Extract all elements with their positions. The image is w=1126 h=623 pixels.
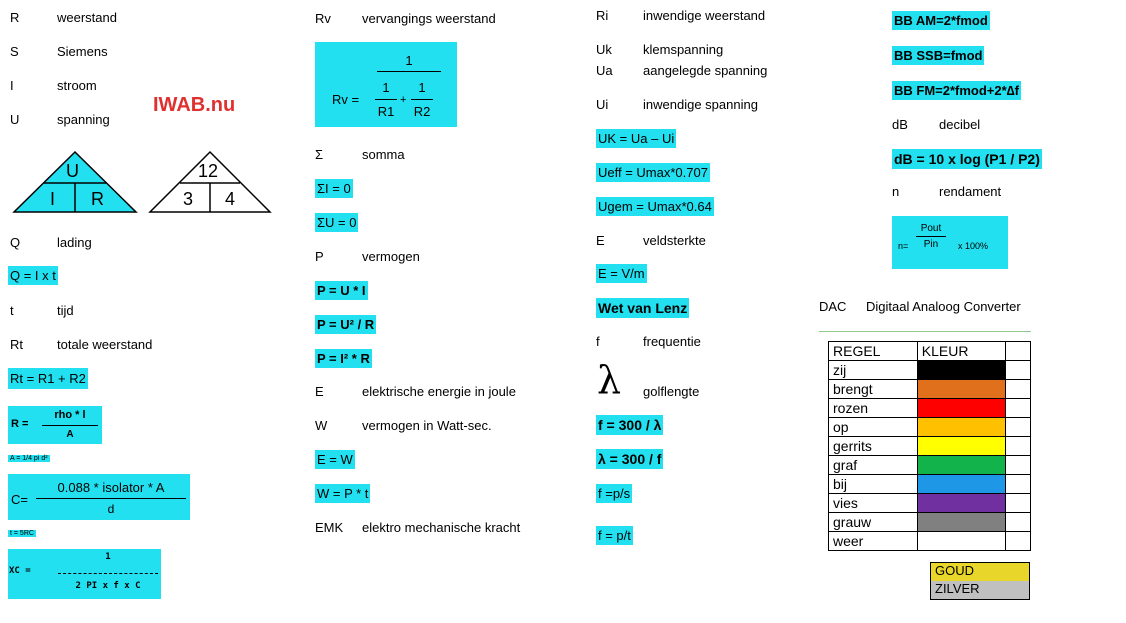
table-cell <box>1006 475 1031 494</box>
reactance-formula <box>8 549 161 599</box>
triangle-right-label: R <box>91 189 104 209</box>
table-header: KLEUR <box>917 342 1006 361</box>
fraction-bar <box>42 425 98 426</box>
average-voltage-equation: Ugem = Umax*0.64 <box>598 199 712 214</box>
field-strength-equation: E = V/m <box>598 266 645 281</box>
power-formula-ui: P = U * I <box>317 283 366 298</box>
charge-formula: Q = I x t <box>10 268 56 283</box>
tolerance-colors <box>930 562 1030 600</box>
formula-denominator: A <box>66 429 74 440</box>
term-description: veldsterkte <box>643 233 706 248</box>
fraction-bar <box>916 236 946 237</box>
term-symbol: Rv <box>315 11 331 26</box>
number-triangle <box>148 150 272 214</box>
formula-lhs: R = <box>11 418 29 430</box>
formula-denominator: d <box>107 502 115 516</box>
gold-swatch: GOUD <box>931 563 1029 581</box>
term-symbol: t <box>10 303 14 318</box>
term-description: tijd <box>57 303 74 318</box>
mnemonic-word: op <box>829 418 918 437</box>
color-swatch <box>917 513 1006 532</box>
color-swatch <box>917 475 1006 494</box>
table-cell <box>1006 361 1031 380</box>
total-resistance-formula: Rt = R1 + R2 <box>8 368 88 389</box>
color-swatch <box>917 418 1006 437</box>
kirchhoff-voltage: ΣU = 0 <box>317 215 357 230</box>
table-cell <box>1006 456 1031 475</box>
term-symbol: R <box>10 10 20 25</box>
term-symbol: Ui <box>596 97 609 112</box>
mnemonic-word: grauw <box>829 513 918 532</box>
sub-denominator: R1 <box>377 104 395 119</box>
term-symbol: f <box>596 334 600 349</box>
term-description: golflengte <box>643 384 700 399</box>
main-fraction-bar <box>377 71 441 72</box>
term-symbol: dB <box>892 117 908 132</box>
formula-numerator: rho * l <box>54 409 86 421</box>
term-description: spanning <box>57 112 110 127</box>
term-symbol: n <box>892 184 900 199</box>
term-symbol: E <box>315 384 324 399</box>
mnemonic-word: weer <box>829 532 918 551</box>
table-header: REGEL <box>829 342 918 361</box>
mnemonic-word: graf <box>829 456 918 475</box>
mnemonic-word: rozen <box>829 399 918 418</box>
lambda-symbol: λ <box>597 358 622 402</box>
triangle-left-label: I <box>50 189 56 209</box>
frequency-equation: f = 300 / λ <box>598 417 662 433</box>
efficiency-formula <box>892 216 1008 269</box>
term-symbol: I <box>10 78 14 93</box>
formula-lhs: XC = <box>9 566 31 576</box>
term-description: decibel <box>939 117 981 132</box>
term-symbol: S <box>10 44 19 59</box>
color-swatch <box>917 494 1006 513</box>
silver-swatch: ZILVER <box>931 581 1029 599</box>
color-code-table-wrap <box>828 341 1031 562</box>
fraction-bar <box>58 573 158 574</box>
table-cell <box>1006 532 1031 551</box>
terminal-voltage-equation: UK = Ua – Ui <box>598 131 675 146</box>
color-code-table <box>828 341 1031 551</box>
table-cell <box>1006 418 1031 437</box>
color-swatch <box>917 456 1006 475</box>
term-symbol: U <box>10 112 20 127</box>
formula-lhs: C= <box>11 492 28 507</box>
term-description: vermogen <box>362 249 420 264</box>
term-description: aangelegde spanning <box>643 63 768 78</box>
term-symbol: Rt <box>10 337 23 352</box>
sub-denominator: R2 <box>413 104 431 119</box>
term-symbol: EMK <box>315 520 344 535</box>
uir-triangle <box>12 150 138 214</box>
term-description: vermogen in Watt-sec. <box>362 418 492 433</box>
triangle-right-label: 4 <box>225 189 236 209</box>
term-description: weerstand <box>57 10 117 25</box>
bandwidth-fm: BB FM=2*fmod+2*∆f <box>894 83 1019 98</box>
formula-denominator: 2 PI x f x C <box>75 581 141 591</box>
term-description: elektro mechanische kracht <box>362 520 521 535</box>
term-symbol: W <box>315 418 328 433</box>
sub-fraction-bar <box>411 99 433 100</box>
term-description: klemspanning <box>643 42 724 57</box>
mnemonic-word: brengt <box>829 380 918 399</box>
resistivity-formula <box>8 406 102 444</box>
term-description: totale weerstand <box>57 337 153 352</box>
formula-lhs: Rv = <box>332 92 360 107</box>
triangle-left-label: 3 <box>183 189 194 209</box>
formula-numerator: 1 <box>105 552 111 562</box>
color-swatch <box>917 361 1006 380</box>
area-note: A = 1/4 pi d² <box>10 455 48 462</box>
work-equation: W = P * t <box>317 486 369 501</box>
sub-numerator: 1 <box>418 80 426 95</box>
table-cell <box>1006 494 1031 513</box>
term-description: vervangings weerstand <box>362 11 496 26</box>
divider <box>819 331 1031 332</box>
term-symbol: Q <box>10 235 21 250</box>
fraction-bar <box>36 498 186 499</box>
formula-lhs: n= <box>898 241 909 251</box>
color-swatch <box>917 437 1006 456</box>
color-swatch <box>917 380 1006 399</box>
effective-voltage-equation: Ueff = Umax*0.707 <box>598 165 708 180</box>
plus-sign: + <box>400 94 407 106</box>
parallel-resistance-formula <box>315 42 457 127</box>
term-description: rendament <box>939 184 1002 199</box>
wavelength-equation: λ = 300 / f <box>598 451 662 467</box>
mnemonic-word: bij <box>829 475 918 494</box>
term-description: frequentie <box>643 334 701 349</box>
term-symbol: Σ <box>315 147 324 162</box>
term-symbol: Uk <box>596 42 612 57</box>
table-cell <box>1006 513 1031 532</box>
term-description: lading <box>57 235 92 250</box>
triangle-top-label: U <box>66 161 79 181</box>
table-cell <box>1006 399 1031 418</box>
term-symbol: P <box>315 249 324 264</box>
brand-logo: IWAB.nu <box>153 94 236 116</box>
f-ps-equation: f =p/s <box>598 486 631 501</box>
table-cell <box>1006 437 1031 456</box>
lenz-law-heading: Wet van Lenz <box>598 300 688 316</box>
term-description: somma <box>362 147 405 162</box>
term-description: Siemens <box>57 44 108 59</box>
mnemonic-word: gerrits <box>829 437 918 456</box>
mnemonic-word: vies <box>829 494 918 513</box>
f-pt-equation: f = p/t <box>598 528 631 543</box>
term-description: Digitaal Analoog Converter <box>866 299 1021 314</box>
triangle-top-label: 12 <box>198 161 219 181</box>
formula-tail: x 100% <box>958 241 989 251</box>
color-swatch <box>917 532 1006 551</box>
sub-numerator: 1 <box>382 80 390 95</box>
energy-equation: E = W <box>317 452 353 467</box>
formula-denominator: Pin <box>923 239 939 250</box>
sub-fraction-bar <box>375 99 397 100</box>
capacitance-formula <box>8 474 190 520</box>
decibel-equation: dB = 10 x log (P1 / P2) <box>894 151 1040 167</box>
table-header-extra <box>1006 342 1031 361</box>
term-symbol: E <box>596 233 605 248</box>
time-constant-note: t = 5RC <box>10 530 34 537</box>
term-symbol: Ua <box>596 63 613 78</box>
power-formula-ur: P = U² / R <box>317 317 375 332</box>
term-symbol: DAC <box>819 299 847 314</box>
power-formula-ir: P = I² * R <box>317 351 370 366</box>
formula-top-numerator: 1 <box>405 53 413 68</box>
formula-numerator: 0.088 * isolator * A <box>57 480 165 495</box>
term-description: elektrische energie in joule <box>362 384 516 399</box>
bandwidth-am: BB AM=2*fmod <box>894 13 988 28</box>
formula-numerator: Pout <box>920 223 942 234</box>
term-description: inwendige spanning <box>643 97 758 112</box>
term-description: inwendige weerstand <box>643 8 766 23</box>
bandwidth-ssb: BB SSB=fmod <box>894 48 983 63</box>
kirchhoff-current: ΣI = 0 <box>317 181 351 196</box>
table-cell <box>1006 380 1031 399</box>
term-description: stroom <box>57 78 97 93</box>
color-swatch <box>917 399 1006 418</box>
mnemonic-word: zij <box>829 361 918 380</box>
term-symbol: Ri <box>596 8 609 23</box>
